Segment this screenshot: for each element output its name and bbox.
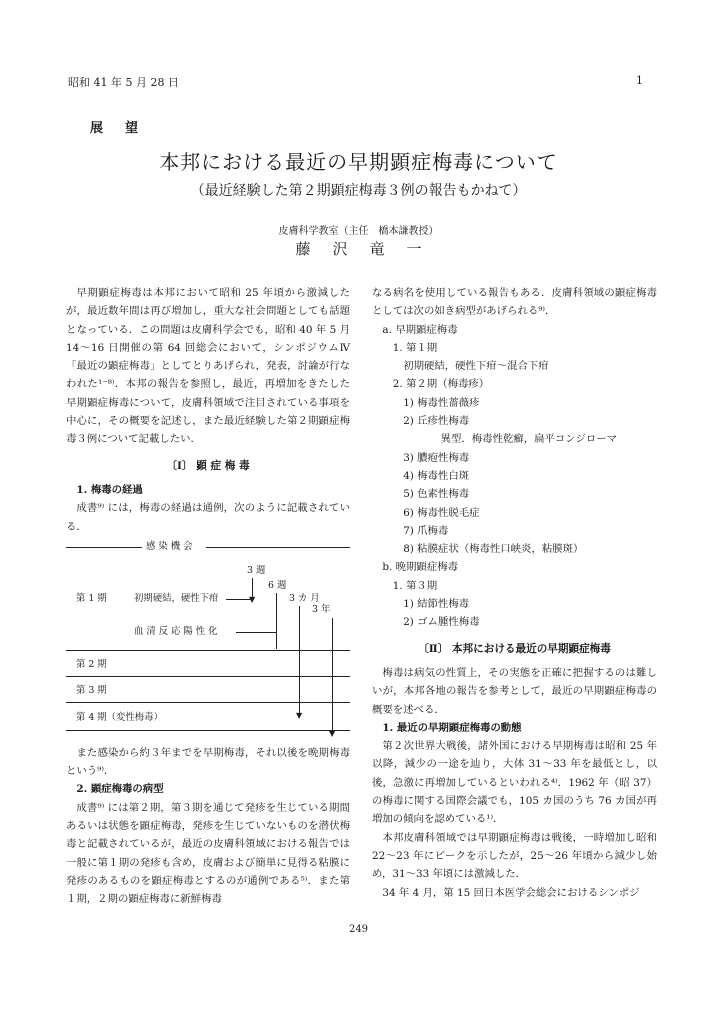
descender-6-weeks [276,593,277,649]
label-serology: 血 清 反 応 陽 性 化 [134,625,218,637]
stage-divider-2 [66,676,350,677]
type-list-item: 6) 梅毒性脱毛症 [403,506,480,519]
arrow-3-months: ▼ [296,710,303,720]
type-list-item: 3) 膿疱性梅毒 [403,451,470,464]
right-column [372,284,657,902]
type-list-item: 初期硬結，硬性下疳〜混合下疳 [403,360,549,373]
subheading-course: 1. 梅毒の経過 [76,483,143,496]
stage-divider-1 [66,650,350,651]
label-stage-4: 第 4 期（変性梅毒） [76,711,163,723]
type-list-item: a. 早期顕症梅毒 [382,323,458,336]
japan-trends-paragraph: 本邦皮膚科領域では早期顕症梅毒は戦後，一時増加し昭和 22〜23 年にピークを示したが，25〜26 年頃から減少し始め，31〜33 年頃には激減した． [372,831,657,881]
type-list-item: 1) 結節性梅毒 [403,598,470,611]
course-paragraph: 成書⁹⁾ には，梅毒の経過は通例，次のように記載されている． [66,502,350,533]
timeline-line-left [66,547,142,548]
page-number: 249 [348,924,369,935]
arrow-3-weeks: ▼ [249,594,256,604]
label-stage-1: 第 1 期 [76,592,107,604]
article-title: 本邦における最近の早期顕症梅毒について [159,150,558,174]
timeline-line-right [206,547,350,548]
label-stage-3: 第 3 期 [76,684,107,696]
subheading-types: 2. 顕症梅毒の病型 [76,783,164,796]
left-column [66,284,350,909]
type-list-item: 2) ゴム腫性梅毒 [403,616,480,629]
stage-divider-4 [66,730,350,731]
types-paragraph: 成書⁹⁾ には第２期，第３期を通じて発疹を生じている期間あるいは状態を顕症梅毒，発疹を生じていないものを潜伏梅毒と記載されているが，最近の皮膚科領域における報告では一般に第１期の発疹も含め，皮膚および簡単に見得る粘膜に発疹のあるものを顕症梅毒とするのが通例である⁵⁾．また第１期，２期の顕症梅毒に新鮮梅毒 [66,801,350,906]
syphilis-type-list [372,321,657,632]
label-3-weeks: 3 週 [247,564,266,576]
type-list-item: 8) 粘膜症状（梅毒性口峡炎，粘膜斑） [403,543,584,556]
arrow-3-years: ▼ [329,728,336,738]
type-list-item: 1. 第３期 [392,579,438,592]
type-list-item: b. 晩期顕症梅毒 [382,561,458,574]
type-list-item: 1. 第１期 [392,341,438,354]
running-header-date: 昭和 41 年 5 月 28 日 [68,76,179,89]
type-list-item: 4) 梅毒性白斑 [403,469,470,482]
descender-3-months [299,606,300,714]
type-list-item: 5) 色素性梅毒 [403,488,470,501]
subheading-trends: 1. 最近の早期顕症梅毒の動態 [382,721,522,734]
early-late-paragraph: また感染から約３年までを早期梅毒，それ以後を晩期梅毒という⁹⁾． [66,746,350,778]
label-stage-2: 第 2 期 [76,658,107,670]
serology-link [236,632,276,633]
type-list-item: 2) 丘疹性梅毒 [403,415,470,428]
continuation-paragraph: なる病名を使用している報告もある．皮膚科領域の顕症梅毒としては次の如き病型があげられる⁹⁾． [372,287,657,318]
author-name: 藤沢竜一 [295,240,444,258]
overview-paragraph: 梅毒は病気の性質上，その実態を正確に把握するのは難しいが，本邦各地の報告を参考として，最近の早期顕症梅毒の概要を述べる． [372,666,657,716]
label-3-months: 3 カ 月 [289,592,320,604]
section-heading-2: 〔Ⅱ〕 本邦における最近の早期顕症梅毒 [418,642,611,655]
trends-paragraph: 第２次世界大戦後，諸外国における早期梅毒は昭和 25 年以降，減少の一途を辿り，大体 31〜33 年を最低とし，以後，急激に再増加しているといわれる⁴⁾．1962 年（昭 37）の梅毒に関する国際会議でも，105 カ国のうち 76 カ国が再増加の傾向を認めている¹⁾． [372,740,657,826]
intro-paragraph: 早期顕症梅毒は本邦において昭和 25 年頃から激減したが，最近数年間は再び増加し，重大な社会問題としても話題となっている．この問題は皮膚科学会でも，昭和 40 年 5 月 14〜16 日開催の第 64 回総会において，シンポジウムⅣ「最近の顕症梅毒」としてとりあげられ，発表，討論が行なわれた¹⁻⁸⁾．本邦の報告を参照し，最近，再増加をきたした早期顕症梅毒について，皮膚科領域で注目されている事項を中心に，その概要を記述し，また最近経験した第２期顕症梅毒３例について記載したい． [66,287,350,446]
section-heading-1: 〔Ⅰ〕 顕 症 梅 毒 [166,459,250,472]
author-affiliation: 皮膚科学教室（主任 橋本謙教授） [278,226,439,237]
label-6-weeks: 6 週 [268,579,287,591]
label-3-years: 3 年 [312,603,331,615]
descender-3-years [332,618,333,732]
section-label: 展望 [90,121,161,136]
stage-1-link [226,599,252,600]
type-list-item: 2. 第２期（梅毒疹） [392,378,490,391]
stage-divider-3 [66,702,350,703]
label-infection: 感 染 機 会 [146,540,193,552]
label-stage-1-signs: 初期硬結，硬性下疳 [134,592,219,604]
type-list-item: 1) 梅毒性薔薇疹 [403,396,480,409]
type-list-item: 異型．梅毒性乾癬，扁平コンジローマ [440,433,618,446]
running-header-page: 1 [636,74,643,87]
type-list-item: 7) 爪梅毒 [403,524,449,537]
article-subtitle: （最近経験した第２期顕症梅毒３例の報告もかねて） [190,183,527,199]
symposium-paragraph: 34 年 4 月，第 15 回日本医学会総会におけるシンポジ [382,886,640,899]
syphilis-course-timeline [66,540,350,736]
